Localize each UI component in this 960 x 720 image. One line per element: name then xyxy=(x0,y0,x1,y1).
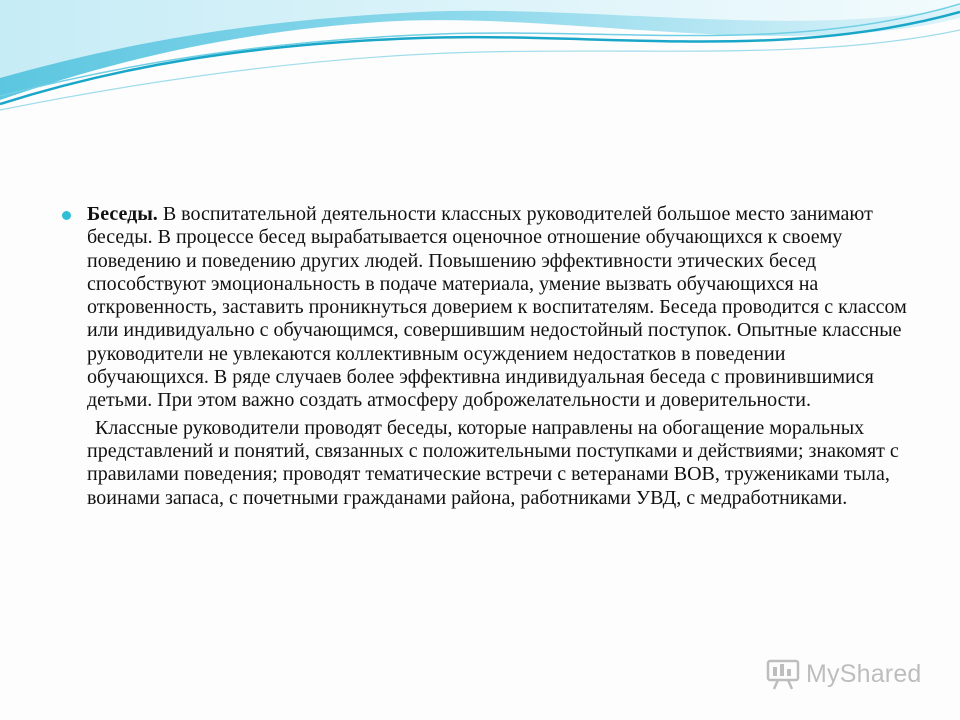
bullet-text: В воспитательной деятельности классных руководителей большое место занимают беседы. В процессе бесед вырабатывается оценочное отношение обучающихся к своему поведению и поведению других людей. Повышению эффективности этических бесед способствуют эмоциональность в подаче материала, умение вызвать обучающихся на откровенность, заставить проникнуться доверием к воспитателям. Беседа проводится с классом или индивидуально с обучающимся, совершившим недостойный поступок. Опытные классные руководители не увлекаются коллективным осуждением недостатков в поведении обучающихся. В ряде случаев более эффективна индивидуальная беседа с провинившимися детьми. При этом важно создать атмосферу доброжелательности и доверительности. xyxy=(87,203,907,412)
second-paragraph xyxy=(87,417,912,510)
watermark-text: MyShared xyxy=(806,659,922,688)
header-waves xyxy=(0,0,960,120)
bullet-dot-icon xyxy=(62,211,71,220)
slide-content xyxy=(62,203,912,510)
watermark xyxy=(766,656,922,692)
bullet-item xyxy=(62,203,912,413)
bullet-paragraph xyxy=(87,203,912,413)
bullet-lead: Беседы. xyxy=(87,203,158,225)
second-paragraph-block xyxy=(62,417,912,510)
second-paragraph-text: Классные руководители проводят беседы, которые направлены на обогащение моральных представлений и понятий, связанных с положительными поступками и действиями; знакомят с правилами поведения; проводят тематические встречи с ветеранами ВОВ, тружениками тыла, воинами запаса, с почетными гражданами района, работниками УВД, с медработниками. xyxy=(87,416,899,509)
presentation-board-icon xyxy=(766,658,800,690)
